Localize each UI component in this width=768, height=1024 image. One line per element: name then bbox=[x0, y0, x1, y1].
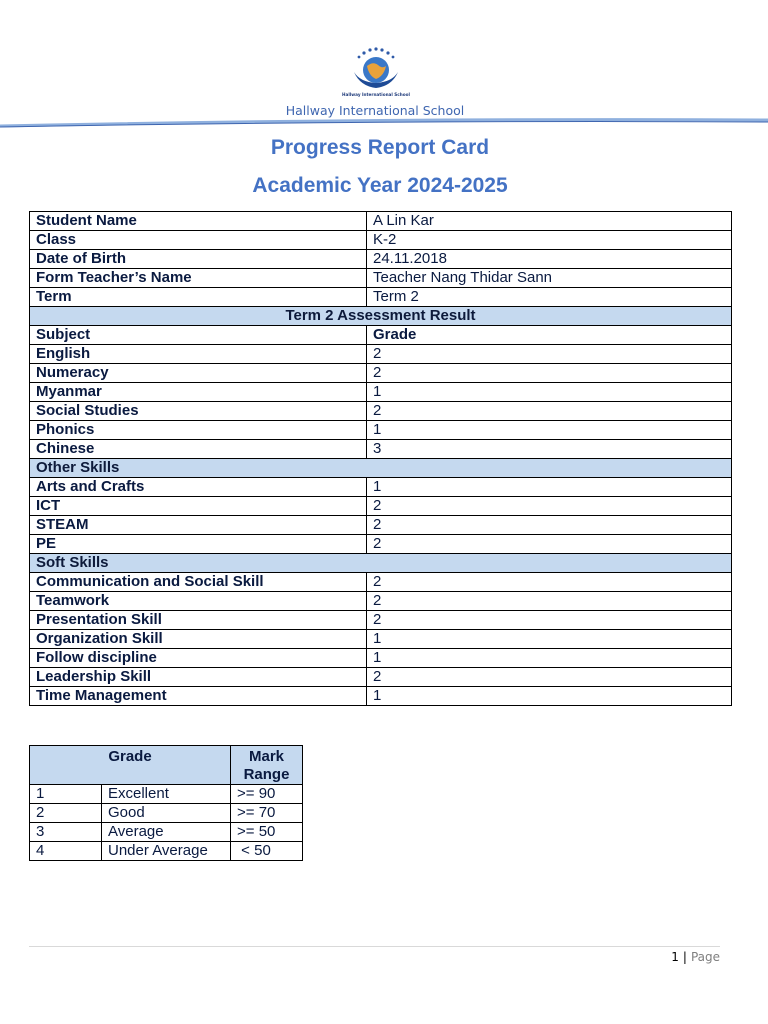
assessment-header: Term 2 Assessment Result bbox=[30, 307, 732, 326]
subject-name: English bbox=[30, 345, 367, 364]
soft-skill-grade: 2 bbox=[367, 611, 732, 630]
term-value: Term 2 bbox=[367, 288, 732, 307]
legend-range: >= 50 bbox=[231, 823, 303, 842]
soft-skill-grade: 1 bbox=[367, 649, 732, 668]
legend-mark-range-header bbox=[231, 746, 303, 785]
section-row bbox=[30, 554, 732, 573]
soft-skill-grade: 1 bbox=[367, 630, 732, 649]
skill-grade: 2 bbox=[367, 516, 732, 535]
legend-row bbox=[30, 804, 303, 823]
legend-range: < 50 bbox=[231, 842, 303, 861]
table-row bbox=[30, 421, 732, 440]
soft-skill-name: Leadership Skill bbox=[30, 668, 367, 687]
subject-grade: 2 bbox=[367, 364, 732, 383]
table-row bbox=[30, 383, 732, 402]
report-table bbox=[29, 211, 732, 706]
table-row bbox=[30, 231, 732, 250]
legend-desc: Good bbox=[102, 804, 231, 823]
table-row bbox=[30, 345, 732, 364]
dob-label: Date of Birth bbox=[30, 250, 367, 269]
table-row bbox=[30, 440, 732, 459]
legend-grade: 3 bbox=[30, 823, 102, 842]
soft-skill-name: Follow discipline bbox=[30, 649, 367, 668]
legend-header-row bbox=[30, 746, 303, 785]
skill-grade: 2 bbox=[367, 497, 732, 516]
subject-name: Chinese bbox=[30, 440, 367, 459]
table-row bbox=[30, 250, 732, 269]
soft-skill-name: Organization Skill bbox=[30, 630, 367, 649]
dob-value: 24.11.2018 bbox=[367, 250, 732, 269]
skill-name: Arts and Crafts bbox=[30, 478, 367, 497]
logo-lettering: Hallway International School bbox=[342, 92, 410, 97]
table-row bbox=[30, 212, 732, 231]
section-row bbox=[30, 459, 732, 478]
soft-skill-name: Communication and Social Skill bbox=[30, 573, 367, 592]
footer-divider bbox=[29, 946, 720, 947]
skill-name: STEAM bbox=[30, 516, 367, 535]
soft-skill-grade: 2 bbox=[367, 592, 732, 611]
table-row bbox=[30, 630, 732, 649]
subject-grade: 2 bbox=[367, 402, 732, 421]
table-row bbox=[30, 573, 732, 592]
page-separator: | bbox=[682, 950, 687, 964]
legend-range: >= 90 bbox=[231, 785, 303, 804]
soft-skill-name: Presentation Skill bbox=[30, 611, 367, 630]
table-header-row bbox=[30, 326, 732, 345]
legend-grade: 4 bbox=[30, 842, 102, 861]
term-label: Term bbox=[30, 288, 367, 307]
legend-range: >= 70 bbox=[231, 804, 303, 823]
table-row bbox=[30, 687, 732, 706]
table-row bbox=[30, 497, 732, 516]
table-row bbox=[30, 269, 732, 288]
subject-name: Social Studies bbox=[30, 402, 367, 421]
skill-name: PE bbox=[30, 535, 367, 554]
legend-row bbox=[30, 842, 303, 861]
soft-skills-header: Soft Skills bbox=[30, 554, 732, 573]
table-row bbox=[30, 668, 732, 687]
form-teacher-label: Form Teacher’s Name bbox=[30, 269, 367, 288]
subject-grade: 1 bbox=[367, 421, 732, 440]
legend-grade: 2 bbox=[30, 804, 102, 823]
table-row bbox=[30, 402, 732, 421]
soft-skill-grade: 2 bbox=[367, 668, 732, 687]
subject-grade: 1 bbox=[367, 383, 732, 402]
table-row bbox=[30, 288, 732, 307]
legend-desc: Excellent bbox=[102, 785, 231, 804]
table-row bbox=[30, 649, 732, 668]
grade-legend-table bbox=[29, 745, 303, 861]
school-name: Hallway International School bbox=[285, 103, 465, 118]
mark-header-line1: Mark bbox=[249, 748, 285, 765]
table-row bbox=[30, 364, 732, 383]
other-skills-header: Other Skills bbox=[30, 459, 732, 478]
class-value: K-2 bbox=[367, 231, 732, 250]
legend-desc: Under Average bbox=[102, 842, 231, 861]
legend-grade-header: Grade bbox=[30, 746, 231, 785]
subject-name: Phonics bbox=[30, 421, 367, 440]
form-teacher-value: Teacher Nang Thidar Sann bbox=[367, 269, 732, 288]
page-footer bbox=[671, 950, 720, 964]
subject-name: Numeracy bbox=[30, 364, 367, 383]
soft-skill-name: Teamwork bbox=[30, 592, 367, 611]
student-name-value: A Lin Kar bbox=[367, 212, 732, 231]
subject-column-header: Subject bbox=[30, 326, 367, 345]
student-name-label: Student Name bbox=[30, 212, 367, 231]
legend-row bbox=[30, 823, 303, 842]
grade-column-header: Grade bbox=[367, 326, 732, 345]
school-logo bbox=[340, 46, 412, 98]
soft-skill-grade: 2 bbox=[367, 573, 732, 592]
table-row bbox=[30, 611, 732, 630]
skill-grade: 1 bbox=[367, 478, 732, 497]
report-title: Progress Report Card bbox=[270, 136, 490, 159]
page-label: Page bbox=[690, 950, 720, 964]
soft-skill-name: Time Management bbox=[30, 687, 367, 706]
subject-name: Myanmar bbox=[30, 383, 367, 402]
skill-name: ICT bbox=[30, 497, 367, 516]
skill-grade: 2 bbox=[367, 535, 732, 554]
legend-row bbox=[30, 785, 303, 804]
academic-year: Academic Year 2024-2025 bbox=[252, 174, 508, 197]
table-row bbox=[30, 478, 732, 497]
table-row bbox=[30, 535, 732, 554]
subject-grade: 2 bbox=[367, 345, 732, 364]
class-label: Class bbox=[30, 231, 367, 250]
legend-desc: Average bbox=[102, 823, 231, 842]
soft-skill-grade: 1 bbox=[367, 687, 732, 706]
page-number: 1 bbox=[671, 950, 679, 964]
header-divider bbox=[0, 118, 768, 130]
legend-grade: 1 bbox=[30, 785, 102, 804]
mark-header-line2: Range bbox=[243, 766, 290, 783]
table-row bbox=[30, 516, 732, 535]
subject-grade: 3 bbox=[367, 440, 732, 459]
section-row bbox=[30, 307, 732, 326]
table-row bbox=[30, 592, 732, 611]
